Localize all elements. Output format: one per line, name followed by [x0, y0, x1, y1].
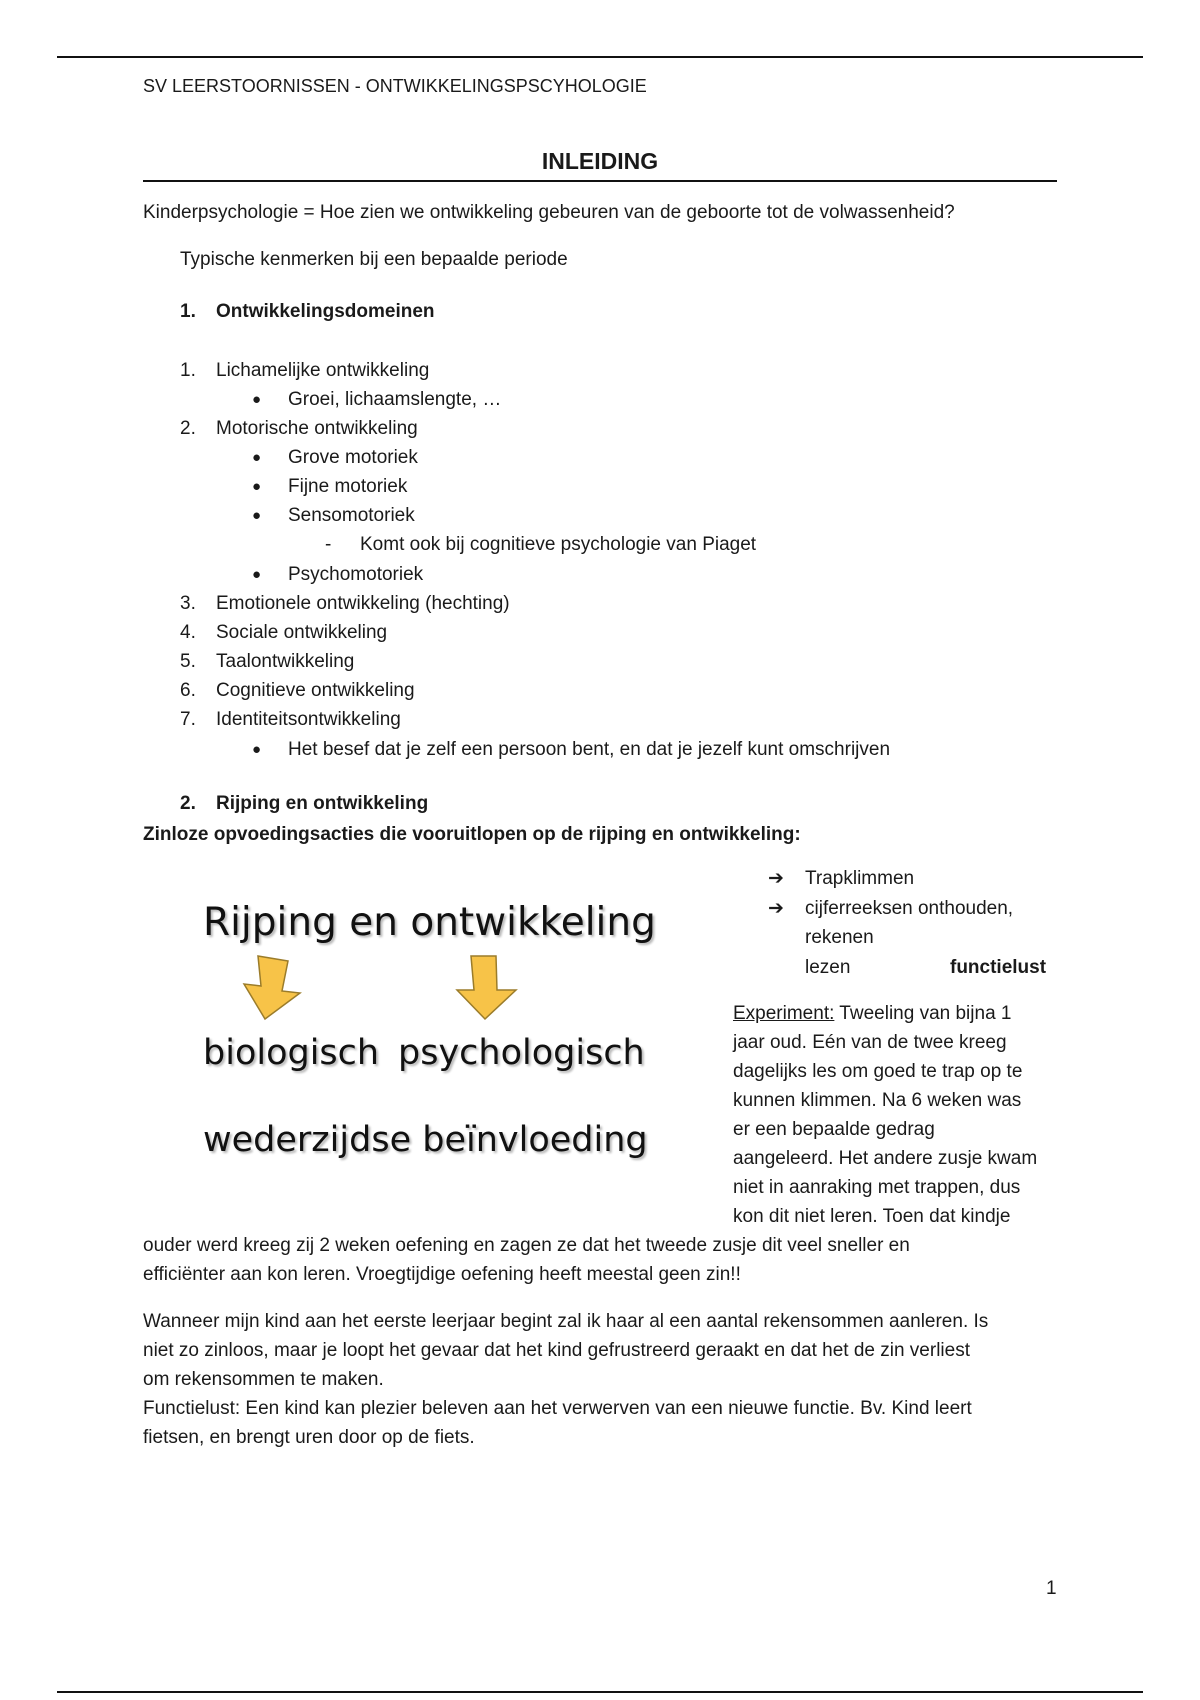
arrow-item: rekenen	[805, 927, 874, 948]
figure-title: Rijping en ontwikkeling	[203, 900, 656, 945]
bullet-icon: ●	[252, 507, 262, 524]
figure-right-label: psychologisch	[398, 1033, 645, 1073]
paragraph-line: om rekensommen te maken.	[143, 1369, 384, 1390]
paragraph-line: fietsen, en brengt uren door op de fiets.	[143, 1427, 475, 1448]
bullet-text: Sensomotoriek	[288, 505, 415, 526]
bullet-text: Psychomotoriek	[288, 564, 424, 585]
bullet-icon: ●	[252, 449, 262, 466]
domain-number: 3.	[180, 593, 196, 614]
paragraph-line: Functielust: Een kind kan plezier beleven aan het verwerven van een nieuwe functie. Bv. Kind leert	[143, 1398, 972, 1419]
domain-number: 1.	[180, 360, 196, 381]
header-rule	[57, 56, 1143, 58]
arrow-item: lezen	[805, 957, 851, 978]
domain-number: 4.	[180, 622, 196, 643]
experiment-line: er een bepaalde gedrag	[733, 1119, 935, 1140]
arrow-item: Trapklimmen	[805, 868, 915, 889]
domain-item: Motorische ontwikkeling	[216, 418, 418, 439]
bullet-icon: ●	[252, 391, 262, 408]
experiment-first-line	[733, 1004, 1011, 1024]
experiment-line: aangeleerd. Het andere zusje kwam	[733, 1148, 1038, 1169]
sub-bullet-text: Komt ook bij cognitieve psychologie van Piaget	[360, 534, 757, 555]
experiment-line: kunnen klimmen. Na 6 weken was	[733, 1090, 1022, 1111]
experiment-line: efficiënter aan kon leren. Vroegtijdige oefening heeft meestal geen zin!!	[143, 1264, 741, 1285]
experiment-line: ouder werd kreeg zij 2 weken oefening en zagen ze dat het tweede zusje dit veel sneller en	[143, 1235, 910, 1256]
bullet-icon: ●	[252, 478, 262, 495]
intro-definition: Kinderpsychologie = Hoe zien we ontwikkeling gebeuren van de geboorte tot de volwassenheid?	[143, 202, 955, 223]
page-number: 1	[1046, 1578, 1057, 1599]
heading-ontwikkelingsdomeinen: Ontwikkelingsdomeinen	[216, 301, 435, 322]
domain-item: Sociale ontwikkeling	[216, 622, 388, 643]
heading-number: 1.	[180, 301, 196, 322]
domain-number: 7.	[180, 709, 196, 730]
domain-number: 2.	[180, 418, 196, 439]
title-underline	[143, 180, 1057, 182]
domain-number: 6.	[180, 680, 196, 701]
domain-item: Lichamelijke ontwikkeling	[216, 360, 430, 381]
experiment-line: niet in aanraking met trappen, dus	[733, 1177, 1021, 1198]
section-title: INLEIDING	[541, 148, 659, 174]
domain-item: Cognitieve ontwikkeling	[216, 680, 415, 701]
domain-item: Taalontwikkeling	[216, 651, 355, 672]
bullet-icon: ●	[252, 741, 262, 758]
arrow-right-icon: ➔	[768, 868, 784, 889]
experiment-line: jaar oud. Eén van de twee kreeg	[733, 1032, 1007, 1053]
bullet-text: Groei, lichaamslengte, …	[288, 389, 502, 410]
arrow-down-icon	[453, 953, 523, 1023]
heading-rijping: Rijping en ontwikkeling	[216, 793, 429, 814]
paragraph-line: Wanneer mijn kind aan het eerste leerjaar begint zal ik haar al een aantal rekensommen aanleren. Is	[143, 1311, 989, 1332]
paragraph-line: niet zo zinloos, maar je loopt het gevaar dat het kind gefrustreerd geraakt en dat het de zin verliest	[143, 1340, 970, 1361]
experiment-label: Experiment:	[733, 1003, 835, 1024]
bullet-icon: ●	[252, 566, 262, 583]
figure-left-label: biologisch	[203, 1033, 380, 1073]
figure-bottom-label: wederzijdse beïnvloeding	[203, 1120, 648, 1160]
dash-icon: -	[325, 534, 332, 555]
footer-rule	[57, 1691, 1143, 1693]
arrow-right-icon: ➔	[768, 898, 784, 919]
domain-number: 5.	[180, 651, 196, 672]
bullet-text: Fijne motoriek	[288, 476, 408, 497]
zinloze-heading: Zinloze opvoedingsacties die vooruitlopen op de rijping en ontwikkeling:	[143, 824, 801, 845]
domain-item: Identiteitsontwikkeling	[216, 709, 401, 730]
bullet-text: Grove motoriek	[288, 447, 418, 468]
experiment-line: dagelijks les om goed te trap op te	[733, 1061, 1023, 1082]
functielust-label: functielust	[950, 957, 1047, 978]
experiment-line: Tweeling van bijna 1	[834, 1003, 1012, 1024]
experiment-line: kon dit niet leren. Toen dat kindje	[733, 1206, 1011, 1227]
domain-item: Emotionele ontwikkeling (hechting)	[216, 593, 510, 614]
arrow-down-icon	[238, 953, 308, 1023]
heading-number: 2.	[180, 793, 196, 814]
arrow-item: cijferreeksen onthouden,	[805, 898, 1014, 919]
intro-sub: Typische kenmerken bij een bepaalde periode	[180, 249, 568, 270]
bullet-text: Het besef dat je zelf een persoon bent, en dat je jezelf kunt omschrijven	[288, 739, 891, 760]
running-header: SV LEERSTOORNISSEN - ONTWIKKELINGSPSCYHOLOGIE	[143, 76, 647, 96]
